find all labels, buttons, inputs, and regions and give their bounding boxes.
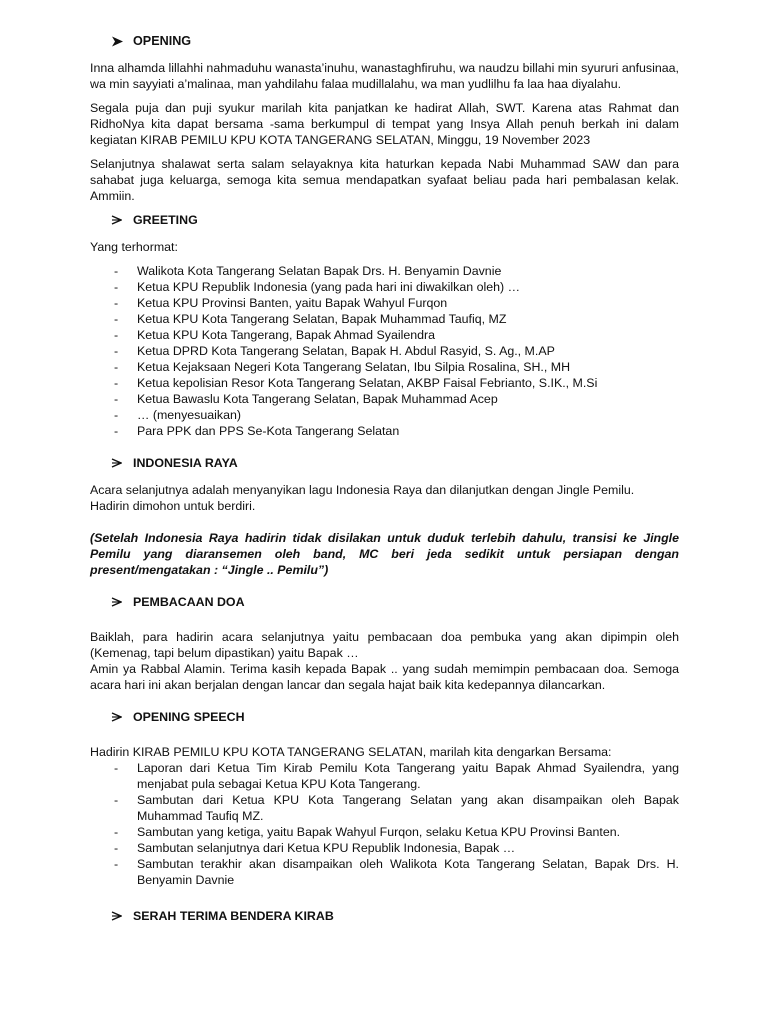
list-item: - … (menyesuaikan) — [90, 407, 679, 423]
arrow-bullet-icon — [111, 215, 133, 225]
section-title: INDONESIA RAYA — [133, 456, 238, 470]
list-item: - Sambutan terakhir akan disampaikan oleh Walikota Kota Tangerang Selatan, Bapak Drs. H. Benyamin Davnie — [90, 856, 679, 888]
section-heading-greeting — [90, 212, 679, 228]
list-item: - Walikota Kota Tangerang Selatan Bapak Drs. H. Benyamin Davnie — [90, 263, 679, 279]
indonesia-raya-line-1: Acara selanjutnya adalah menyanyikan lagu Indonesia Raya dan dilanjutkan dengan Jingle Pemilu. — [90, 483, 635, 497]
opening-paragraph-2: Segala puja dan puji syukur marilah kita panjatkan ke hadirat Allah, SWT. Karena atas Rahmat dan RidhoNya kita dapat bersama -sama berkumpul di tempat yang Insya Allah penuh berkah ini dalam kegiatan KIRAB PEMILU KPU KOTA TANGERANG SELATAN, Minggu, 19 November 2023 — [90, 101, 679, 147]
section-title: PEMBACAAN DOA — [133, 595, 245, 609]
list-item: - Ketua DPRD Kota Tangerang Selatan, Bapak H. Abdul Rasyid, S. Ag., M.AP — [90, 343, 679, 359]
section-heading-indonesia-raya — [90, 455, 679, 471]
list-item: - Ketua kepolisian Resor Kota Tangerang Selatan, AKBP Faisal Febrianto, S.IK., M.Si — [90, 375, 679, 391]
section-title: GREETING — [133, 213, 198, 227]
list-item: - Para PPK dan PPS Se-Kota Tangerang Selatan — [90, 423, 679, 439]
list-item: - Ketua KPU Republik Indonesia (yang pada hari ini diwakilkan oleh) … — [90, 279, 679, 295]
list-item: - Sambutan yang ketiga, yaitu Bapak Wahyul Furqon, selaku Ketua KPU Provinsi Banten. — [90, 824, 679, 840]
arrow-bullet-icon — [111, 712, 133, 722]
section-title: OPENING SPEECH — [133, 710, 245, 724]
greeting-list — [90, 263, 679, 439]
opening-paragraph-1: Inna alhamda lillahhi nahmaduhu wanasta’inuhu, wanastaghfiruhu, wa naudzu billahi min syururi anfusinaa, wa min sayyiati a’malinaa, man yahdilahu falaa mudillalahu, wa man yudlilhu fa laa haa diyalahu. — [90, 61, 679, 91]
list-item: - Ketua KPU Kota Tangerang, Bapak Ahmad Syailendra — [90, 327, 679, 343]
indonesia-raya-note: (Setelah Indonesia Raya hadirin tidak disilakan untuk duduk terlebih dahulu, transisi ke Jingle Pemilu yang diaransemen oleh band, MC beri jeda sedikit untuk persiapan dengan present/mengatakan : “Jingle .. Pemilu”) — [90, 531, 679, 577]
list-item: - Ketua Kejaksaan Negeri Kota Tangerang Selatan, Ibu Silpia Rosalina, SH., MH — [90, 359, 679, 375]
section-title: OPENING — [133, 34, 192, 48]
opening-paragraph-3: Selanjutnya shalawat serta salam selayaknya kita haturkan kepada Nabi Muhammad SAW dan para sahabat juga keluarga, semoga kita semua mendapatkan syafaat beliau pada hari pembalasan kelak. Ammiin. — [90, 157, 679, 203]
list-item: - Laporan dari Ketua Tim Kirab Pemilu Kota Tangerang yaitu Bapak Ahmad Syailendra, yang menjabat pula sebagai Ketua KPU Kota Tangerang. — [90, 760, 679, 792]
arrow-bullet-icon — [111, 458, 133, 468]
section-heading-serah-terima — [90, 908, 679, 924]
list-item: - Ketua KPU Kota Tangerang Selatan, Bapak Muhammad Taufiq, MZ — [90, 311, 679, 327]
opening-speech-intro: Hadirin KIRAB PEMILU KPU KOTA TANGERANG SELATAN, marilah kita dengarkan Bersama: — [90, 745, 612, 759]
opening-speech-list — [90, 760, 679, 888]
arrow-bullet-icon — [111, 36, 133, 47]
greeting-intro: Yang terhormat: — [90, 240, 178, 254]
list-item: - Ketua Bawaslu Kota Tangerang Selatan, Bapak Muhammad Acep — [90, 391, 679, 407]
section-title: SERAH TERIMA BENDERA KIRAB — [133, 909, 334, 923]
list-item: - Ketua KPU Provinsi Banten, yaitu Bapak Wahyul Furqon — [90, 295, 679, 311]
indonesia-raya-line-2: Hadirin dimohon untuk berdiri. — [90, 499, 256, 513]
arrow-bullet-icon — [111, 597, 133, 607]
list-item: - Sambutan dari Ketua KPU Kota Tangerang Selatan yang akan disampaikan oleh Bapak Muhammad Taufiq MZ. — [90, 792, 679, 824]
arrow-bullet-icon — [111, 911, 133, 921]
pembacaan-doa-paragraph-1: Baiklah, para hadirin acara selanjutnya yaitu pembacaan doa pembuka yang akan dipimpin oleh (Kemenag, tapi belum dipastikan) yaitu Bapak … — [90, 630, 679, 660]
section-heading-opening — [90, 33, 679, 49]
section-heading-opening-speech — [90, 709, 679, 725]
list-item: - Sambutan selanjutnya dari Ketua KPU Republik Indonesia, Bapak … — [90, 840, 679, 856]
pembacaan-doa-paragraph-2: Amin ya Rabbal Alamin. Terima kasih kepada Bapak .. yang sudah memimpin pembacaan doa. Semoga acara hari ini akan berjalan dengan lancar dan segala hajat baik kita kedepannya dilancarkan. — [90, 662, 679, 692]
section-heading-pembacaan-doa — [90, 594, 679, 610]
